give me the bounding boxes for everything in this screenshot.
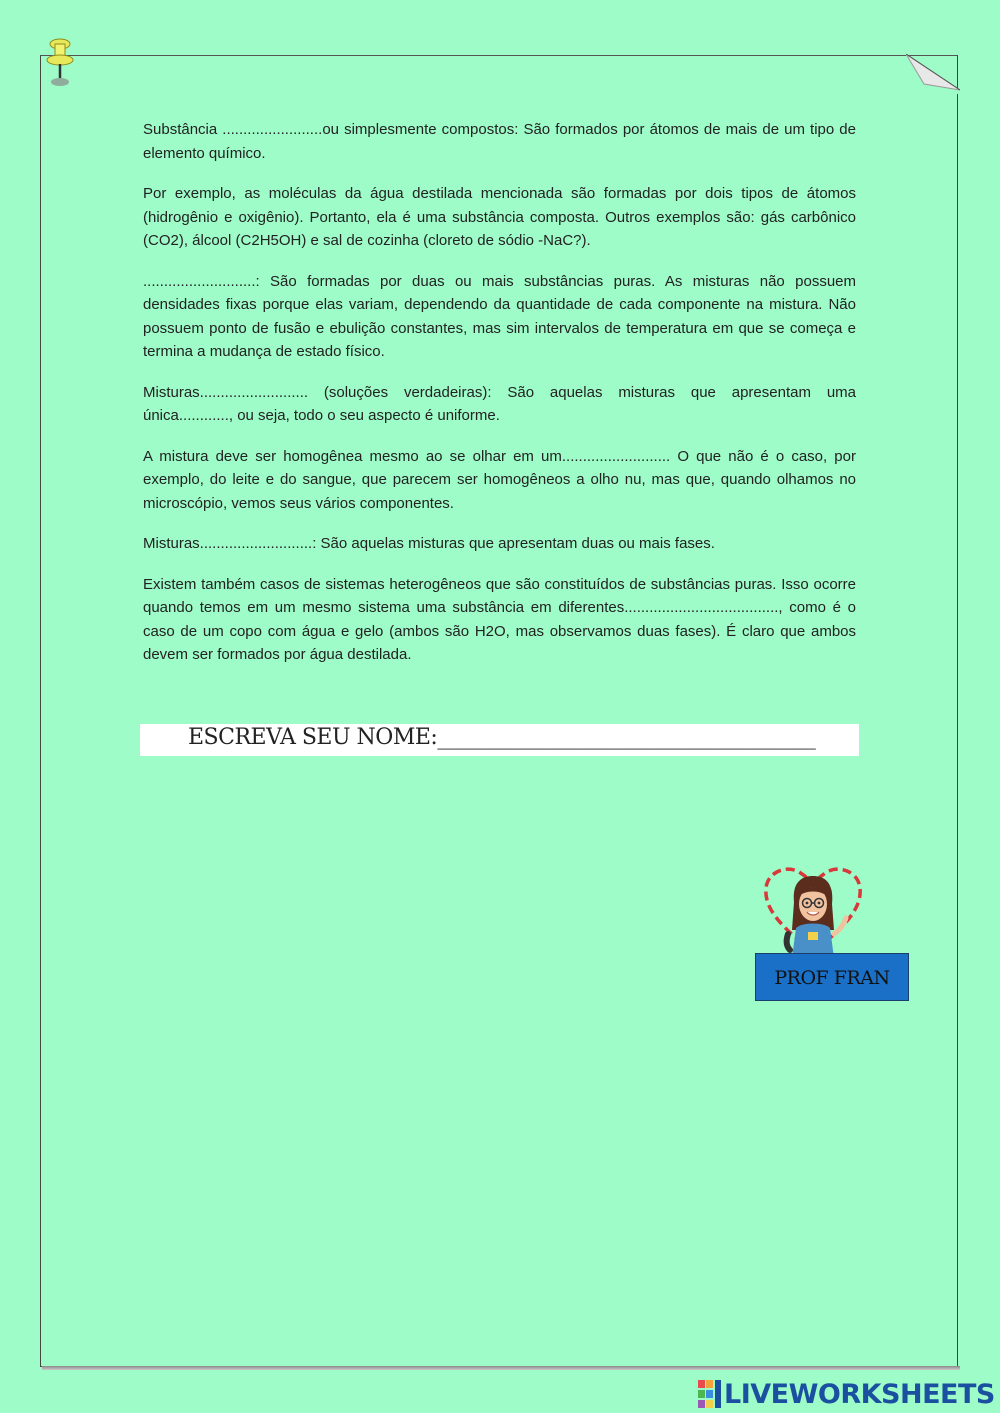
author-badge bbox=[755, 953, 909, 1001]
paragraph-example-water: Por exemplo, as moléculas da água destilada mencionada são formadas por dois tipos de átomos (hidrogênio e oxigênio). Portanto, ela é uma substância composta. Outros exemplos são: gás carbônico (CO2), álcool (C2H5OH) e sal de cozinha (cloreto de sódio -NaC?). bbox=[143, 185, 856, 249]
liveworksheets-logo-text: LIVEWORKSHEETS bbox=[724, 1378, 995, 1410]
paragraph-heterogeneous-mixtures: Misturas...........................: São aquelas misturas que apresentam duas ou mais fases. bbox=[143, 535, 715, 552]
paragraph-homogeneous-mixtures: Misturas.......................... (soluções verdadeiras): São aquelas misturas que apresentam uma única............, ou seja, todo o seu aspecto é uniforme. bbox=[143, 383, 856, 424]
worksheet-text bbox=[143, 118, 856, 684]
paragraph-compound-substance: Substância ........................ou simplesmente compostos: São formados por átomos de mais de um tipo de elemento químico. bbox=[143, 121, 856, 162]
page-shadow bbox=[42, 1366, 960, 1370]
name-field[interactable] bbox=[140, 724, 859, 756]
name-prompt-label: ESCREVA SEU NOME:____________________________________ bbox=[188, 725, 816, 750]
pushpin-icon bbox=[44, 38, 76, 88]
author-badge-label: PROF FRAN bbox=[774, 967, 890, 989]
paragraph-microscope: A mistura deve ser homogênea mesmo ao se olhar em um.......................... O que não é o caso, por exemplo, do leite e do sangue, que parecem ser homogêneos a olho nu, mas que, quando olhamos no microscópio, vemos seus vários componentes. bbox=[143, 447, 856, 512]
liveworksheets-logo-icon bbox=[698, 1380, 722, 1408]
teacher-avatar-icon bbox=[760, 864, 866, 958]
paragraph-mixtures: ...........................: São formadas por duas ou mais substâncias puras. As misturas não possuem densidades fixas porque elas variam, dependendo da quantidade de cada componente na mistura. Não possuem ponto de fusão e ebulição constantes, mas sim intervalos de temperatura em que se começa e termina a mudança de estado físico. bbox=[143, 272, 856, 360]
page-fold-icon bbox=[906, 54, 960, 94]
liveworksheets-logo[interactable] bbox=[698, 1378, 995, 1410]
paragraph-heterogeneous-systems: Existem também casos de sistemas heterogêneos que são constituídos de substâncias puras. Isso ocorre quando temos em um mesmo sistema uma substância em diferentes....................................., como é o caso de um copo com água e gelo (ambos são H2O, mas observamos duas fases). É claro que ambos devem ser formados por água destilada. bbox=[143, 575, 856, 663]
